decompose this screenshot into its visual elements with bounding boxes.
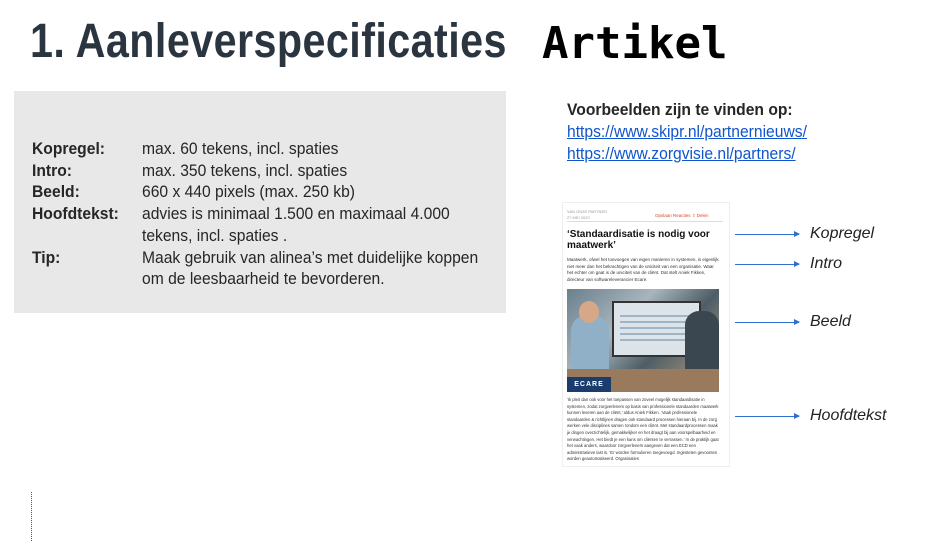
article-meta: VAN ONZE PARTNER 27 MEI 2022 [567, 209, 608, 220]
arrow-right-icon [735, 264, 799, 265]
spec-value: om de leesbaarheid te bevorderen. [142, 269, 385, 288]
arrow-right-icon [735, 322, 799, 323]
annotation-beeld [735, 313, 935, 333]
article-example [562, 202, 730, 467]
article-actions: Opslaan Reacties ⇪ Delen [655, 213, 709, 218]
annotation-label: Beeld [810, 313, 851, 330]
divider [567, 221, 723, 222]
annotation-label: Kopregel [810, 225, 875, 242]
spec-label: Kopregel: [32, 139, 105, 158]
ecare-logo: ECARE [567, 377, 611, 392]
spec-label: Beeld: [32, 182, 80, 201]
person-head-illustration [579, 301, 599, 323]
article-photo [567, 289, 719, 392]
title-main: 1. Aanleverspecificaties [30, 15, 507, 68]
link-zorgvisie[interactable]: https://www.zorgvisie.nl/partners/ [567, 144, 796, 163]
arrow-right-icon [735, 234, 799, 235]
slide-title [30, 14, 728, 69]
arrow-right-icon [735, 416, 799, 417]
title-accent: Artikel [542, 18, 728, 69]
spec-value: 660 x 440 pixels (max. 250 kb) [142, 182, 355, 201]
link-skipr[interactable]: https://www.skipr.nl/partnernieuws/ [567, 122, 807, 141]
spec-value: tekens, incl. spaties . [142, 226, 288, 245]
spec-label: Intro: [32, 161, 72, 180]
annotation-intro [735, 255, 935, 275]
examples-heading: Voorbeelden zijn te vinden op: [567, 100, 793, 119]
annotation-label: Intro [810, 255, 843, 272]
spec-label: Tip: [32, 248, 61, 267]
article-headline: ‘Standaardisatie is nodig voor maatwerk’ [567, 229, 710, 251]
article-intro: Maatwerk, ofwel het toevoegen van eigen manieren in systemen, is eigenlijk niet meer dan het bekrachtigen van de uniciteit van een organisatie. Waar het echter om gaat is de uniciteit van de cliënt. Dat stelt Aniek Fikken, directeur van softwareleverancier Ecare. [567, 257, 719, 282]
annotation-label: Hoofdtekst [810, 407, 887, 424]
article-body: ‘Ik pleit dan ook voor het toepassen van zoveel mogelijk standaardisatie in systemen, zodat zorgverleners op basis van professionele standaarden maatwerk kunnen leveren aan de cliënt,’ aldus Aniek Fikken. ‘Vaak professionele standaarden & richtlijnen dragen ook standaard processen hieraan bij. In de zorg werken vele disciplines samen rondom een cliënt. Met standaardprocessen maak je dingen overzichtelijk, gemakkelijker en het draagt bij aan voorspelbaarheid en verwachtingen. Het biedt je een kans om cliënten te verrassen.’ In de praktijk gaat het vaak anders, waardoor zorgverleners aangeven dat een ECD een administratieve last is. ‘Er worden formulieren toegevoegd. Ingesteten gevoonten worden geautomatiseerd. Organisaties [567, 397, 719, 462]
annotation-kopregel [735, 225, 935, 245]
annotation-hoofdtekst [735, 407, 935, 427]
specifications-panel [14, 91, 506, 313]
slide-edge-marker [31, 492, 32, 541]
spec-value: Maak gebruik van alinea’s met duidelijke koppen [142, 248, 479, 267]
examples-block [567, 99, 828, 165]
spec-value: max. 60 tekens, incl. spaties [142, 139, 339, 158]
spec-value: max. 350 tekens, incl. spaties [142, 161, 348, 180]
spec-label: Hoofdtekst: [32, 204, 119, 223]
spec-value: advies is minimaal 1.500 en maximaal 4.000 [142, 204, 450, 223]
